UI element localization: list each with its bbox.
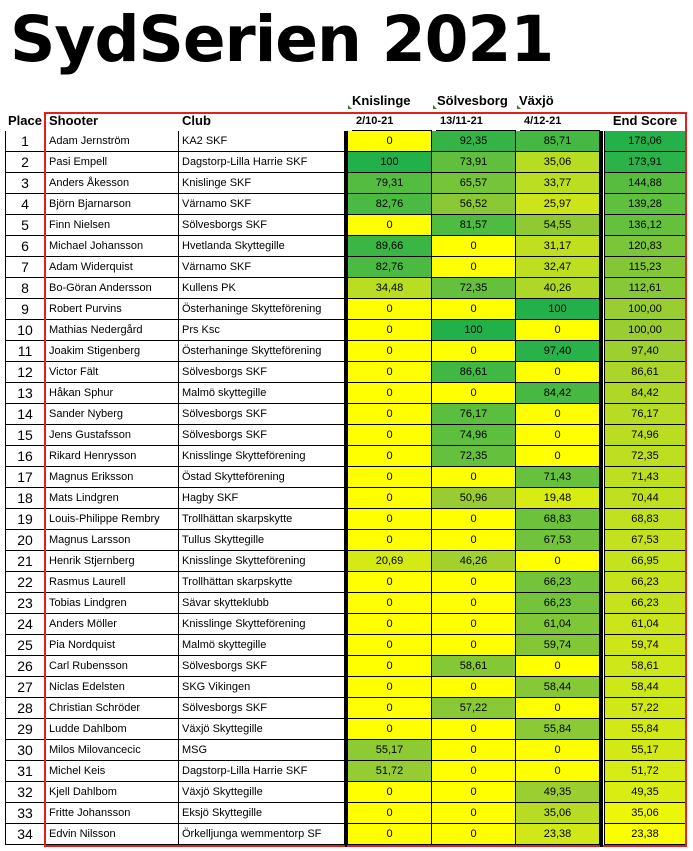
place-cell: 13 bbox=[5, 383, 45, 404]
score-cell: 0 bbox=[347, 299, 432, 320]
score-cell: 0 bbox=[347, 425, 432, 446]
score-cell: 0 bbox=[347, 446, 432, 467]
score-cell: 0 bbox=[432, 236, 516, 257]
end-score-cell: 66,23 bbox=[604, 572, 686, 593]
place-cell: 4 bbox=[5, 194, 45, 215]
score-cell: 31,17 bbox=[516, 236, 600, 257]
score-cell: 92,35 bbox=[432, 131, 516, 152]
score-cell: 84,42 bbox=[516, 383, 600, 404]
score-cell: 0 bbox=[347, 572, 432, 593]
club-cell: Eksjö Skyttegille bbox=[179, 803, 345, 824]
shooter-cell: Finn Nielsen bbox=[45, 215, 179, 236]
place-cell: 3 bbox=[5, 173, 45, 194]
score-cell: 86,61 bbox=[432, 362, 516, 383]
header-date-2: 13/11-21 bbox=[436, 111, 516, 131]
place-cell: 17 bbox=[5, 467, 45, 488]
shooter-cell: Fritte Johansson bbox=[45, 803, 179, 824]
end-score-cell: 70,44 bbox=[604, 488, 686, 509]
shooter-cell: Björn Bjarnarson bbox=[45, 194, 179, 215]
end-score-cell: 35,06 bbox=[604, 803, 686, 824]
club-cell: Växjö Skyttegille bbox=[179, 782, 345, 803]
shooter-cell: Milos Milovancecic bbox=[45, 740, 179, 761]
club-cell: Dagstorp-Lilla Harrie SKF bbox=[179, 761, 345, 782]
score-cell: 0 bbox=[347, 803, 432, 824]
club-cell: Knisslinge Skytteförening bbox=[179, 551, 345, 572]
score-cell: 33,77 bbox=[516, 173, 600, 194]
shooter-cell: Christian Schröder bbox=[45, 698, 179, 719]
score-cell: 0 bbox=[347, 341, 432, 362]
competition-vaxjo: Växjö bbox=[519, 93, 554, 108]
end-score-cell: 74,96 bbox=[604, 425, 686, 446]
score-cell: 67,53 bbox=[516, 530, 600, 551]
place-cell: 31 bbox=[5, 761, 45, 782]
score-cell: 51,72 bbox=[347, 761, 432, 782]
club-cell: Trollhättan skarpskytte bbox=[179, 572, 345, 593]
club-cell: Värnamo SKF bbox=[179, 194, 345, 215]
place-cell: 32 bbox=[5, 782, 45, 803]
score-cell: 0 bbox=[432, 782, 516, 803]
score-cell: 0 bbox=[432, 299, 516, 320]
place-cell: 33 bbox=[5, 803, 45, 824]
score-cell: 0 bbox=[432, 593, 516, 614]
club-cell: Värnamo SKF bbox=[179, 257, 345, 278]
end-score-cell: 173,91 bbox=[604, 152, 686, 173]
club-cell: MSG bbox=[179, 740, 345, 761]
score-cell: 0 bbox=[432, 467, 516, 488]
score-cell: 82,76 bbox=[347, 194, 432, 215]
club-cell: Dagstorp-Lilla Harrie SKF bbox=[179, 152, 345, 173]
club-cell: Österhaninge Skytteförening bbox=[179, 299, 345, 320]
place-cell: 30 bbox=[5, 740, 45, 761]
score-cell: 100 bbox=[516, 299, 600, 320]
shooter-cell: Michael Johansson bbox=[45, 236, 179, 257]
score-cell: 72,35 bbox=[432, 278, 516, 299]
score-cell: 0 bbox=[432, 341, 516, 362]
score-cell: 40,26 bbox=[516, 278, 600, 299]
score-cell: 0 bbox=[347, 656, 432, 677]
header-place: Place bbox=[8, 113, 42, 128]
club-cell: Sölvesborgs SKF bbox=[179, 215, 345, 236]
header-end-score: End Score bbox=[612, 113, 678, 128]
place-cell: 34 bbox=[5, 824, 45, 845]
end-score-cell: 55,17 bbox=[604, 740, 686, 761]
end-score-cell: 66,23 bbox=[604, 593, 686, 614]
place-cell: 15 bbox=[5, 425, 45, 446]
score-cell: 55,84 bbox=[516, 719, 600, 740]
score-cell: 74,96 bbox=[432, 425, 516, 446]
score-cell: 57,22 bbox=[432, 698, 516, 719]
shooter-cell: Joakim Stigenberg bbox=[45, 341, 179, 362]
shooter-cell: Magnus Larsson bbox=[45, 530, 179, 551]
cell-marker-icon bbox=[517, 105, 521, 109]
score-cell: 66,23 bbox=[516, 572, 600, 593]
shooter-cell: Michel Keis bbox=[45, 761, 179, 782]
place-cell: 19 bbox=[5, 509, 45, 530]
club-cell: Prs Ksc bbox=[179, 320, 345, 341]
place-cell: 27 bbox=[5, 677, 45, 698]
end-score-cell: 76,17 bbox=[604, 404, 686, 425]
end-score-cell: 23,38 bbox=[604, 824, 686, 845]
end-score-cell: 120,83 bbox=[604, 236, 686, 257]
column-divider bbox=[600, 131, 603, 847]
place-cell: 28 bbox=[5, 698, 45, 719]
club-cell: Växjö Skyttegille bbox=[179, 719, 345, 740]
club-cell: Hagby SKF bbox=[179, 488, 345, 509]
score-cell: 0 bbox=[432, 719, 516, 740]
score-cell: 34,48 bbox=[347, 278, 432, 299]
end-score-cell: 84,42 bbox=[604, 383, 686, 404]
club-cell: Östad Skytteförening bbox=[179, 467, 345, 488]
place-cell: 29 bbox=[5, 719, 45, 740]
competition-solvesborg: Sölvesborg bbox=[437, 93, 508, 108]
score-cell: 0 bbox=[347, 509, 432, 530]
score-cell: 100 bbox=[347, 152, 432, 173]
shooter-cell: Niclas Edelsten bbox=[45, 677, 179, 698]
score-cell: 0 bbox=[516, 404, 600, 425]
score-cell: 66,23 bbox=[516, 593, 600, 614]
score-cell: 0 bbox=[347, 719, 432, 740]
score-cell: 55,17 bbox=[347, 740, 432, 761]
club-cell: Sölvesborgs SKF bbox=[179, 656, 345, 677]
score-cell: 0 bbox=[347, 530, 432, 551]
score-cell: 0 bbox=[432, 572, 516, 593]
end-score-cell: 112,61 bbox=[604, 278, 686, 299]
score-cell: 0 bbox=[347, 614, 432, 635]
shooter-cell: Håkan Sphur bbox=[45, 383, 179, 404]
score-cell: 35,06 bbox=[516, 152, 600, 173]
score-cell: 58,61 bbox=[432, 656, 516, 677]
score-cell: 58,44 bbox=[516, 677, 600, 698]
score-cell: 0 bbox=[347, 383, 432, 404]
page-title: SydSerien 2021 bbox=[10, 3, 554, 76]
score-cell: 0 bbox=[347, 782, 432, 803]
score-cell: 0 bbox=[516, 425, 600, 446]
header-date-3: 4/12-21 bbox=[520, 111, 600, 131]
score-cell: 35,06 bbox=[516, 803, 600, 824]
club-cell: KA2 SKF bbox=[179, 131, 345, 152]
place-cell: 18 bbox=[5, 488, 45, 509]
place-cell: 25 bbox=[5, 635, 45, 656]
end-score-cell: 136,12 bbox=[604, 215, 686, 236]
end-score-cell: 55,84 bbox=[604, 719, 686, 740]
score-cell: 0 bbox=[516, 698, 600, 719]
score-cell: 0 bbox=[432, 383, 516, 404]
club-cell: SKG Vikingen bbox=[179, 677, 345, 698]
club-cell: Örkelljunga wemmentorp SF bbox=[179, 824, 345, 845]
shooter-cell: Magnus Eriksson bbox=[45, 467, 179, 488]
score-cell: 0 bbox=[516, 362, 600, 383]
score-cell: 89,66 bbox=[347, 236, 432, 257]
shooter-cell: Henrik Stjernberg bbox=[45, 551, 179, 572]
club-cell: Sölvesborgs SKF bbox=[179, 362, 345, 383]
end-score-cell: 144,88 bbox=[604, 173, 686, 194]
score-cell: 100 bbox=[432, 320, 516, 341]
end-score-cell: 58,44 bbox=[604, 677, 686, 698]
shooter-cell: Anders Åkesson bbox=[45, 173, 179, 194]
score-cell: 0 bbox=[347, 215, 432, 236]
end-score-cell: 57,22 bbox=[604, 698, 686, 719]
score-cell: 97,40 bbox=[516, 341, 600, 362]
shooter-cell: Rasmus Laurell bbox=[45, 572, 179, 593]
place-cell: 9 bbox=[5, 299, 45, 320]
score-cell: 32,47 bbox=[516, 257, 600, 278]
end-score-cell: 49,35 bbox=[604, 782, 686, 803]
shooter-cell: Pia Nordquist bbox=[45, 635, 179, 656]
end-score-cell: 100,00 bbox=[604, 299, 686, 320]
end-score-cell: 100,00 bbox=[604, 320, 686, 341]
end-score-cell: 51,72 bbox=[604, 761, 686, 782]
shooter-cell: Mathias Nedergård bbox=[45, 320, 179, 341]
shooter-cell: Robert Purvins bbox=[45, 299, 179, 320]
club-cell: Kullens PK bbox=[179, 278, 345, 299]
header-club: Club bbox=[182, 113, 211, 128]
score-cell: 85,71 bbox=[516, 131, 600, 152]
score-cell: 0 bbox=[347, 593, 432, 614]
place-cell: 22 bbox=[5, 572, 45, 593]
score-cell: 23,38 bbox=[516, 824, 600, 845]
shooter-cell: Adam Widerquist bbox=[45, 257, 179, 278]
shooter-cell: Ludde Dahlbom bbox=[45, 719, 179, 740]
score-cell: 59,74 bbox=[516, 635, 600, 656]
score-cell: 0 bbox=[347, 362, 432, 383]
score-cell: 0 bbox=[347, 677, 432, 698]
club-cell: Knislinge SKF bbox=[179, 173, 345, 194]
score-cell: 0 bbox=[347, 320, 432, 341]
score-cell: 0 bbox=[347, 824, 432, 845]
header-date-1: 2/10-21 bbox=[352, 111, 432, 131]
club-cell: Sävar skytteklubb bbox=[179, 593, 345, 614]
end-score-cell: 115,23 bbox=[604, 257, 686, 278]
score-cell: 72,35 bbox=[432, 446, 516, 467]
place-cell: 6 bbox=[5, 236, 45, 257]
club-cell: Sölvesborgs SKF bbox=[179, 425, 345, 446]
score-cell: 0 bbox=[347, 404, 432, 425]
club-cell: Tullus Skyttegille bbox=[179, 530, 345, 551]
place-cell: 14 bbox=[5, 404, 45, 425]
score-cell: 0 bbox=[432, 530, 516, 551]
score-cell: 65,57 bbox=[432, 173, 516, 194]
club-cell: Knisslinge Skytteförening bbox=[179, 446, 345, 467]
shooter-cell: Mats Lindgren bbox=[45, 488, 179, 509]
end-score-cell: 61,04 bbox=[604, 614, 686, 635]
score-cell: 0 bbox=[347, 131, 432, 152]
score-cell: 46,26 bbox=[432, 551, 516, 572]
score-cell: 0 bbox=[432, 761, 516, 782]
score-cell: 0 bbox=[516, 551, 600, 572]
score-cell: 0 bbox=[516, 761, 600, 782]
competition-knislinge: Knislinge bbox=[352, 93, 411, 108]
column-divider bbox=[345, 131, 347, 847]
place-cell: 11 bbox=[5, 341, 45, 362]
score-cell: 25,97 bbox=[516, 194, 600, 215]
shooter-cell: Louis-Philippe Rembry bbox=[45, 509, 179, 530]
cell-marker-icon bbox=[433, 105, 437, 109]
place-cell: 24 bbox=[5, 614, 45, 635]
place-cell: 10 bbox=[5, 320, 45, 341]
club-cell: Knisslinge Skytteförening bbox=[179, 614, 345, 635]
end-score-cell: 71,43 bbox=[604, 467, 686, 488]
place-cell: 5 bbox=[5, 215, 45, 236]
end-score-cell: 66,95 bbox=[604, 551, 686, 572]
place-cell: 26 bbox=[5, 656, 45, 677]
place-cell: 8 bbox=[5, 278, 45, 299]
score-cell: 0 bbox=[432, 509, 516, 530]
place-cell: 21 bbox=[5, 551, 45, 572]
end-score-cell: 59,74 bbox=[604, 635, 686, 656]
club-cell: Hvetlanda Skyttegille bbox=[179, 236, 345, 257]
shooter-cell: Bo-Göran Andersson bbox=[45, 278, 179, 299]
end-score-cell: 67,53 bbox=[604, 530, 686, 551]
club-cell: Malmö skyttegille bbox=[179, 383, 345, 404]
score-cell: 19,48 bbox=[516, 488, 600, 509]
table-border bbox=[5, 131, 6, 132]
end-score-cell: 178,06 bbox=[604, 131, 686, 152]
shooter-cell: Victor Fält bbox=[45, 362, 179, 383]
score-cell: 82,76 bbox=[347, 257, 432, 278]
score-cell: 0 bbox=[347, 698, 432, 719]
score-cell: 81,57 bbox=[432, 215, 516, 236]
score-cell: 0 bbox=[432, 824, 516, 845]
header-shooter: Shooter bbox=[49, 113, 99, 128]
score-cell: 0 bbox=[432, 614, 516, 635]
score-cell: 0 bbox=[516, 656, 600, 677]
shooter-cell: Kjell Dahlbom bbox=[45, 782, 179, 803]
shooter-cell: Sander Nyberg bbox=[45, 404, 179, 425]
score-cell: 0 bbox=[347, 488, 432, 509]
score-cell: 0 bbox=[347, 635, 432, 656]
end-score-cell: 58,61 bbox=[604, 656, 686, 677]
place-cell: 7 bbox=[5, 257, 45, 278]
score-cell: 54,55 bbox=[516, 215, 600, 236]
score-cell: 0 bbox=[432, 803, 516, 824]
shooter-cell: Rikard Henrysson bbox=[45, 446, 179, 467]
place-cell: 1 bbox=[5, 131, 45, 152]
score-cell: 56,52 bbox=[432, 194, 516, 215]
shooter-cell: Edvin Nilsson bbox=[45, 824, 179, 845]
end-score-cell: 86,61 bbox=[604, 362, 686, 383]
score-cell: 0 bbox=[516, 446, 600, 467]
place-cell: 20 bbox=[5, 530, 45, 551]
shooter-cell: Anders Möller bbox=[45, 614, 179, 635]
club-cell: Österhaninge Skytteförening bbox=[179, 341, 345, 362]
place-cell: 23 bbox=[5, 593, 45, 614]
shooter-cell: Carl Rubensson bbox=[45, 656, 179, 677]
club-cell: Trollhättan skarpskytte bbox=[179, 509, 345, 530]
score-cell: 0 bbox=[516, 740, 600, 761]
end-score-cell: 72,35 bbox=[604, 446, 686, 467]
score-cell: 20,69 bbox=[347, 551, 432, 572]
club-cell: Sölvesborgs SKF bbox=[179, 698, 345, 719]
score-cell: 0 bbox=[432, 740, 516, 761]
score-cell: 0 bbox=[432, 257, 516, 278]
place-cell: 2 bbox=[5, 152, 45, 173]
score-cell: 0 bbox=[432, 677, 516, 698]
score-cell: 79,31 bbox=[347, 173, 432, 194]
score-cell: 0 bbox=[347, 467, 432, 488]
place-cell: 16 bbox=[5, 446, 45, 467]
shooter-cell: Adam Jernström bbox=[45, 131, 179, 152]
score-cell: 49,35 bbox=[516, 782, 600, 803]
club-cell: Malmö skyttegille bbox=[179, 635, 345, 656]
score-cell: 0 bbox=[516, 320, 600, 341]
shooter-cell: Pasi Empell bbox=[45, 152, 179, 173]
end-score-cell: 68,83 bbox=[604, 509, 686, 530]
score-cell: 71,43 bbox=[516, 467, 600, 488]
score-cell: 0 bbox=[432, 635, 516, 656]
score-cell: 61,04 bbox=[516, 614, 600, 635]
end-score-cell: 97,40 bbox=[604, 341, 686, 362]
cell-marker-icon bbox=[348, 105, 352, 109]
score-cell: 68,83 bbox=[516, 509, 600, 530]
shooter-cell: Jens Gustafsson bbox=[45, 425, 179, 446]
end-score-cell: 139,28 bbox=[604, 194, 686, 215]
shooter-cell: Tobias Lindgren bbox=[45, 593, 179, 614]
score-cell: 73,91 bbox=[432, 152, 516, 173]
place-cell: 12 bbox=[5, 362, 45, 383]
club-cell: Sölvesborgs SKF bbox=[179, 404, 345, 425]
score-cell: 50,96 bbox=[432, 488, 516, 509]
score-cell: 76,17 bbox=[432, 404, 516, 425]
